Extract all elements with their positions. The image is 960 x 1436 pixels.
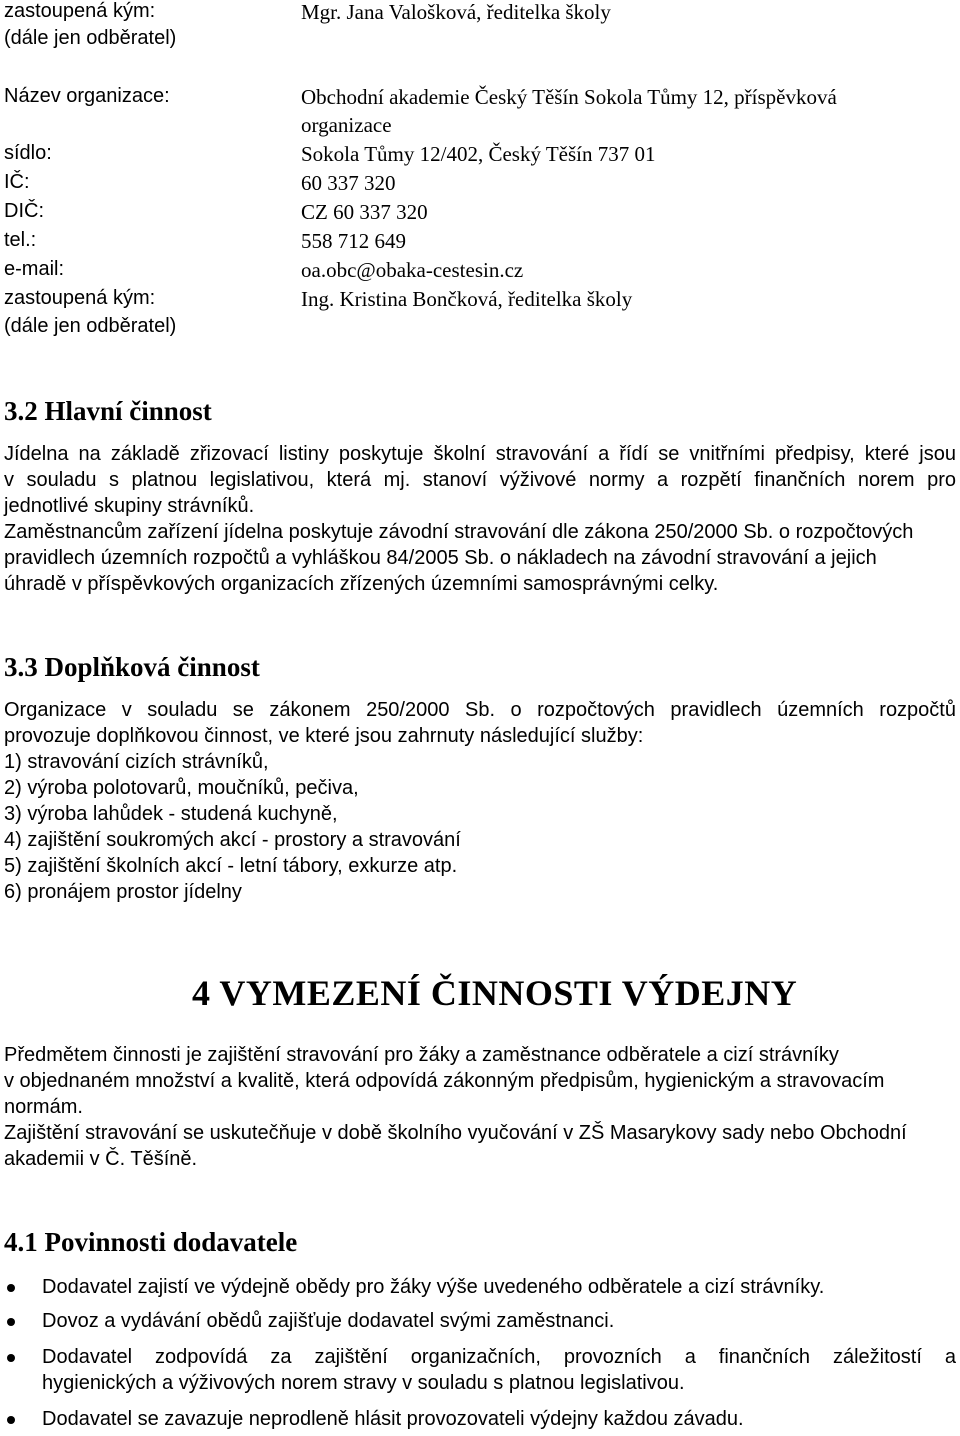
bullet-item (0, 1344, 960, 1406)
section-heading-supplementary-activity: 3.3 Doplňková činnost (4, 652, 260, 682)
bullet-text-line: Dodavatel zodpovídá za zajištění organizačních, provozních a finančních záležitostí a (42, 1346, 956, 1368)
org-label-represented: zastoupená kým: (4, 287, 156, 309)
section-supplementary-activity-body (4, 697, 956, 905)
paragraph-line: akademii v Č. Těšíně. (4, 1148, 198, 1170)
list-item: 6) pronájem prostor jídelny (4, 881, 242, 903)
org-label-seat: sídlo: (4, 142, 52, 164)
bullet-text: Dodavatel se zavazuje neprodleně hlásit provozovateli výdejny každou závadu. (42, 1408, 744, 1430)
org-value-name: Obchodní akademie Český Těšín Sokola Tůmy 12, příspěvková (301, 85, 837, 109)
org-label-name: Název organizace: (4, 85, 170, 107)
bullet-item (0, 1274, 960, 1308)
section-heading-main-activity: 3.2 Hlavní činnost (4, 396, 212, 426)
section-dispensary-scope-body (4, 1042, 956, 1172)
org-value-represented: Ing. Kristina Bončková, ředitelka školy (301, 287, 633, 311)
list-item: 5) zajištění školních akcí - letní tábory, exkurze atp. (4, 855, 458, 877)
bullet-icon (7, 1416, 15, 1424)
bullet-icon (7, 1284, 15, 1292)
bullet-icon (7, 1354, 15, 1362)
list-item: 2) výroba polotovarů, moučníků, pečiva, (4, 777, 359, 799)
bullet-text-line: hygienických a výživových norem stravy v souladu s platnou legislativou. (42, 1372, 685, 1394)
org-label-ic: IČ: (4, 171, 30, 193)
org-label-dic: DIČ: (4, 200, 44, 222)
org-value-name-cont: organizace (301, 113, 392, 137)
label-represented-by: zastoupená kým: (4, 0, 156, 22)
org-value-email: oa.obc@obaka-cestesin.cz (301, 258, 524, 282)
paragraph-line: jednotlivé skupiny strávníků. (4, 495, 255, 517)
section-heading-supplier-obligations: 4.1 Povinnosti dodavatele (4, 1227, 298, 1257)
list-item: 3) výroba lahůdek - studená kuchyně, (4, 803, 338, 825)
paragraph-line: Zajištění stravování se uskutečňuje v době školního vyučování v ZŠ Masarykovy sady nebo Obchodní (4, 1122, 907, 1144)
bullet-item (0, 1308, 960, 1344)
paragraph-line: v souladu s platnou legislativou, která mj. stanoví výživové normy a rozpětí finančních norem pro (4, 469, 956, 491)
value-represented-by: Mgr. Jana Valošková, ředitelka školy (301, 0, 611, 24)
bullet-text: Dodavatel zajistí ve výdejně obědy pro žáky výše uvedeného odběratele a cizí strávníky. (42, 1276, 825, 1298)
paragraph-line: Jídelna na základě zřizovací listiny poskytuje školní stravování a řídí se vnitřními předpisy, které jsou (4, 443, 956, 465)
paragraph-line: úhradě v příspěvkových organizacích zřízených územními samosprávnými celky. (4, 573, 719, 595)
paragraph-line: Organizace v souladu se zákonem 250/2000 Sb. o rozpočtových pravidlech územních rozpočtů (4, 699, 956, 721)
paragraph-line: v objednaném množství a kvalitě, která odpovídá zákonným předpisům, hygienickým a stravovacím (4, 1070, 885, 1092)
org-value-seat: Sokola Tůmy 12/402, Český Těšín 737 01 (301, 142, 656, 166)
bullet-icon (7, 1318, 15, 1326)
org-value-dic: CZ 60 337 320 (301, 200, 428, 224)
list-item: 1) stravování cizích strávníků, (4, 751, 269, 773)
paragraph-line: normám. (4, 1096, 83, 1118)
paragraph-line: Zaměstnancům zařízení jídelna poskytuje závodní stravování dle zákona 250/2000 Sb. o rozpočtových (4, 521, 914, 543)
paragraph-line: pravidlech územních rozpočtů a vyhláškou 84/2005 Sb. o nákladech na závodní stravování a jejich (4, 547, 877, 569)
section-main-activity-body (4, 441, 956, 597)
org-value-ic: 60 337 320 (301, 171, 396, 195)
org-label-hereafter: (dále jen odběratel) (4, 315, 177, 337)
org-label-tel: tel.: (4, 229, 37, 251)
paragraph-line: Předmětem činnosti je zajištění stravování pro žáky a zaměstnance odběratele a cizí strávníky (4, 1044, 839, 1066)
supplier-obligations-list (0, 1274, 960, 1436)
list-item: 4) zajištění soukromých akcí - prostory a stravování (4, 829, 461, 851)
paragraph-line: provozuje doplňkovou činnost, ve které jsou zahrnuty následující služby: (4, 725, 644, 747)
org-label-email: e-mail: (4, 258, 65, 280)
label-hereafter-buyer: (dále jen odběratel) (4, 27, 177, 49)
bullet-text: Dovoz a vydávání obědů zajišťuje dodavatel svými zaměstnanci. (42, 1310, 615, 1332)
org-value-tel: 558 712 649 (301, 229, 406, 253)
chapter-heading-dispensary-scope: 4 VYMEZENÍ ČINNOSTI VÝDEJNY (192, 973, 798, 1013)
